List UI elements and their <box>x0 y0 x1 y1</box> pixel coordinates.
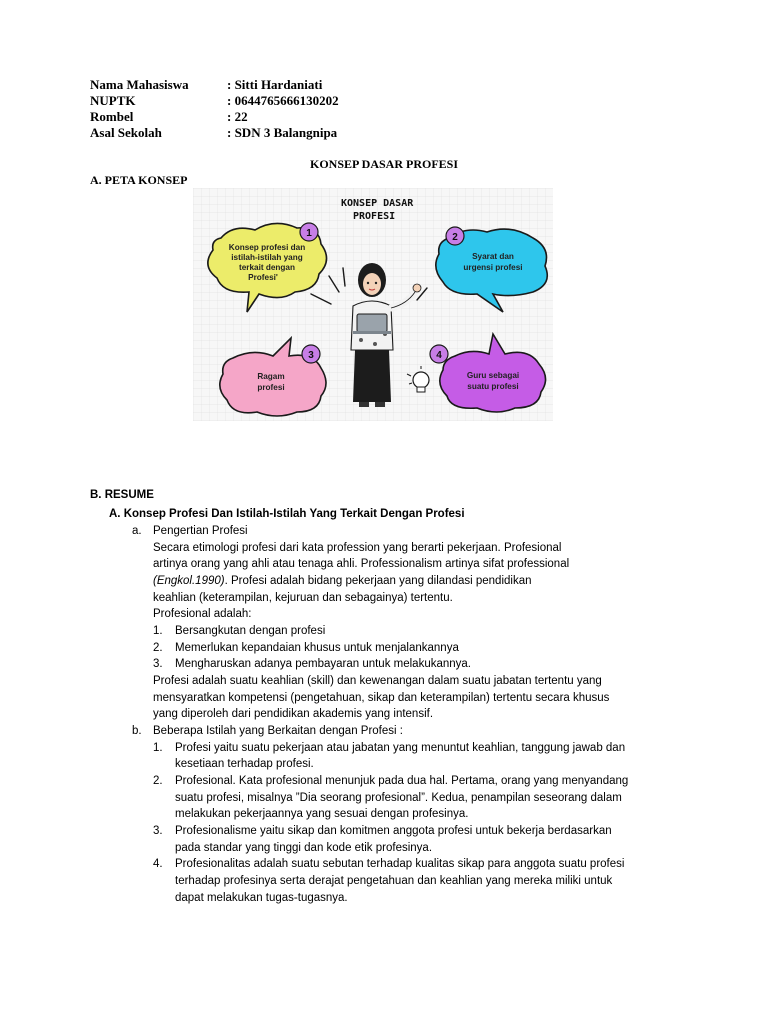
list-number: 3. <box>153 825 163 837</box>
list-item-line: melakukan pekerjaannya yang sesuai dengan profesinya. <box>175 808 469 820</box>
identity-value: : 22 <box>227 109 248 124</box>
list-item-line: kesetiaan terhadap profesi. <box>175 758 314 770</box>
concept-node-label: Profesi' <box>248 273 278 282</box>
citation: (Engkol.1990) <box>153 575 225 587</box>
concept-node-number: 4 <box>436 350 442 361</box>
paragraph-line: keahlian (keterampilan, kejuruan dan sebagainya) tertentu. <box>153 592 453 604</box>
item-a-marker: a. <box>132 525 142 537</box>
list-item: Bersangkutan dengan profesi <box>175 625 326 637</box>
identity-row <box>90 109 490 125</box>
identity-value: : 0644765666130202 <box>227 93 339 108</box>
identity-label: Nama Mahasiswa <box>90 77 189 92</box>
list-number: 4. <box>153 858 163 870</box>
concept-map-image <box>193 188 553 421</box>
subsection-a-title: A. Konsep Profesi Dan Istilah-Istilah Yang Terkait Dengan Profesi <box>109 508 465 520</box>
identity-label: Asal Sekolah <box>90 125 162 140</box>
paragraph-line: Secara etimologi profesi dari kata profession yang berarti pekerjaan. Profesional <box>153 542 562 554</box>
list-item-line: Profesionalitas adalah suatu sebutan terhadap kualitas sikap para anggota suatu profesi <box>175 858 625 870</box>
item-b-marker: b. <box>132 725 142 737</box>
list-number: 1. <box>153 625 163 637</box>
concept-map-title-line1: KONSEP DASAR <box>341 198 414 209</box>
identity-value: : SDN 3 Balangnipa <box>227 125 338 140</box>
paragraph-line: artinya orang yang ahli atau tenaga ahli. Professionalism artinya sifat professional <box>153 558 570 570</box>
concept-node-label: Syarat dan <box>472 252 514 261</box>
list-item: Mengharuskan adanya pembayaran untuk melakukannya. <box>175 658 471 670</box>
concept-node-number: 2 <box>452 232 458 243</box>
paragraph-line: mensyaratkan kompetensi (pengetahuan, sikap dan keterampilan) tertentu secara khusus <box>153 692 610 704</box>
document-title: KONSEP DASAR PROFESI <box>309 157 459 171</box>
paragraph-text: . Profesi adalah bidang pekerjaan yang dilandasi pendidikan <box>224 575 532 587</box>
concept-node-label: terkait dengan <box>239 263 295 272</box>
item-b-title: Beberapa Istilah yang Berkaitan dengan Profesi : <box>153 725 403 737</box>
list-number: 2. <box>153 642 163 654</box>
list-number: 3. <box>153 658 163 670</box>
concept-node-label: Guru sebagai <box>466 371 520 380</box>
concept-node-label: Konsep profesi dan <box>228 243 306 252</box>
identity-row <box>90 125 490 141</box>
concept-node-label: urgensi profesi <box>463 263 523 272</box>
paragraph-line: Profesi adalah suatu keahlian (skill) dan kewenangan dalam suatu jabatan tertentu yang <box>153 675 602 687</box>
list-item-line: suatu profesi, misalnya ”Dia seorang profesional”. Kedua, penampilan seseorang dalam <box>175 792 622 804</box>
list-item-line: pada standar yang tinggi dan kode etik profesinya. <box>175 842 433 854</box>
list-item-line: Profesional. Kata profesional menunjuk pada dua hal. Pertama, orang yang menyandang <box>175 775 629 787</box>
paragraph-line: yang diperoleh dari pendidikan akademis yang intensif. <box>153 708 434 720</box>
identity-label: NUPTK <box>90 93 136 108</box>
identity-block <box>90 77 490 141</box>
concept-node-label: Ragam <box>257 372 285 381</box>
section-b-heading: B. RESUME <box>90 489 154 501</box>
list-number: 1. <box>153 742 163 754</box>
identity-value: : Sitti Hardaniati <box>227 77 323 92</box>
concept-node-label: profesi <box>257 383 285 392</box>
list-item-line: dapat melakukan tugas-tugasnya. <box>175 892 348 904</box>
concept-node-label: istilah-istilah yang <box>231 253 303 262</box>
section-a-heading: A. PETA KONSEP <box>90 173 188 187</box>
concept-node-label: suatu profesi <box>467 382 519 391</box>
list-item-line: terhadap profesinya serta derajat pengetahuan dan keahlian yang mereka miliki untuk <box>175 875 613 887</box>
list-item-line: Profesi yaitu suatu pekerjaan atau jabatan yang menuntut keahlian, tanggung jawab dan <box>175 742 626 754</box>
item-a-title: Pengertian Profesi <box>153 525 248 537</box>
identity-row <box>90 77 490 93</box>
concept-node-number: 1 <box>306 228 312 239</box>
concept-node-number: 3 <box>308 350 314 361</box>
profesional-intro: Profesional adalah: <box>153 608 252 620</box>
identity-label: Rombel <box>90 109 134 124</box>
paragraph-line <box>153 573 532 590</box>
list-item-line: Profesionalisme yaitu sikap dan komitmen anggota profesi untuk bekerja berdasarkan <box>175 825 612 837</box>
list-item: Memerlukan kepandaian khusus untuk menjalankannya <box>175 642 459 654</box>
concept-map-title-line2: PROFESI <box>353 211 396 222</box>
list-number: 2. <box>153 775 163 787</box>
identity-row <box>90 93 490 109</box>
